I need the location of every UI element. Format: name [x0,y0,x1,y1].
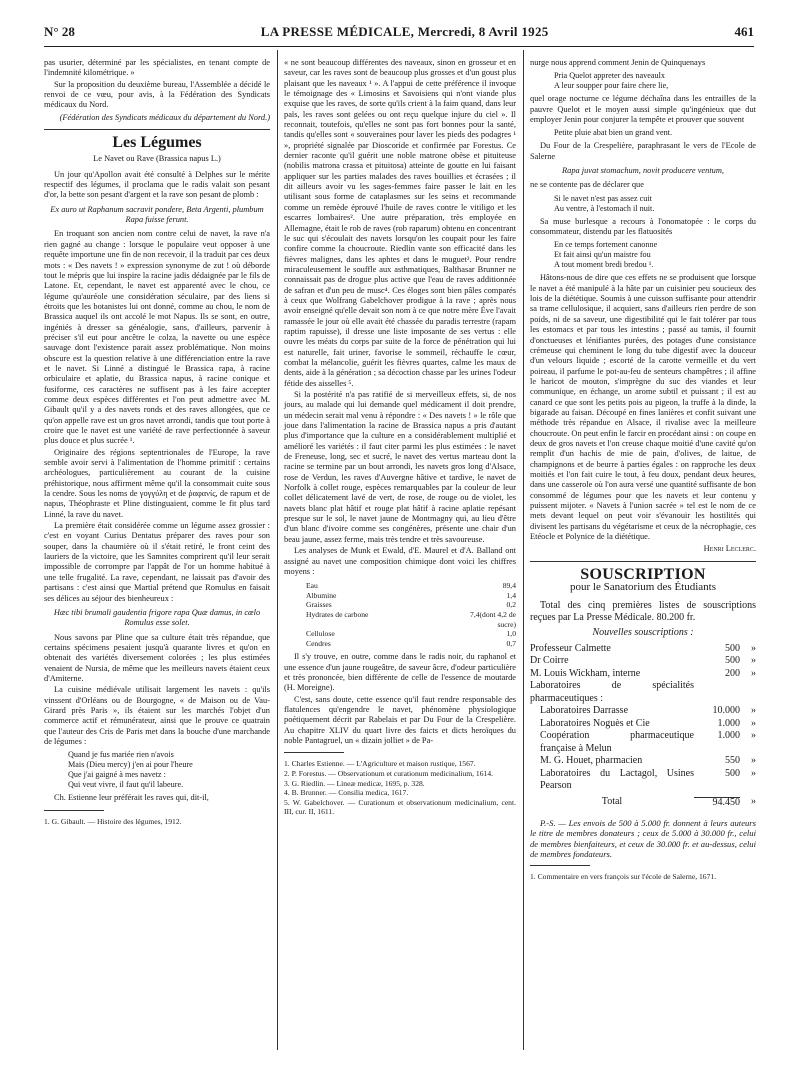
paragraph: Hâtons-nous de dire que ces effets ne se produisent que lorsque le navet a été manipulé à la hâte par un cuisinier peu soucieux des lois de la diététique. Soumis à une cuisson suffisante pour attendrir sa trame cellulosique, il acquiert, sans d'ailleurs rien perdre de son poids, ni de sa saveur, une digestibilité qui le fait tolérer par tous les estomacs et par tous les intestins ; passé au tamis, il fournit d'onctueuses et lénifiantes purées, des potages d'une consistance crémeuse qui cheminent le long du tube digestif avec la douceur d'un velours liquide ; escorté de la carotte vermeille et du vert poireau, il parfume le pot-au-feu de senteurs champêtres ; il affine le haricot de mouton, s'imprègne du suc des viandes et leur communique, en échange, un arome subtil et puissant ; il est au canard ce que sont les petits pois au pigeon, la truffe à la dinde, la bigarade au faisan. Découpé en fines lanières et confit suivant une méthode très répandue en Alsace, il rivalise avec la meilleure choucroute. On peut enfin le farcir en procédant ainsi : on coupe en deux de gros navets et l'on creuse chaque moitié d'une cavité qu'on remplit d'un hachis de mie de pain, d'olives, de laitue, de champignons et de beurre à parties égales : on rapproche les deux moitiés et l'on fait cuire le tout, à feu doux, pendant deux heures, dans une casserole où l'on aura versé une quantité suffisante de bon consommé de légumes pour que les navets et leur contenu y puissent mijoter. « Navets à l'union sacrée » tel est le nom de ce mets devant lequel on peut voir s'évanouir les hostilités qui divisent les partisans du végétarisme et ceux de la nécrophagie, ces Etéocle et Polynice de la diététique. [530,273,756,542]
table-key: Albumine [306,590,337,600]
paragraph: Les analyses de Munk et Ewald, d'E. Maurel et d'A. Balland ont assigné au navet une composition chimique dont voici les chiffres moyens : [284,546,516,576]
table-key: Hydrates de carbone [306,609,369,619]
donor-name: Laboratoires Darrasse [540,705,629,717]
total-amount: 94.450 [694,797,740,808]
footnote-rule [284,752,344,753]
list-item [530,655,756,668]
subscription-heading: Nouvelles souscriptions : [592,627,694,639]
donor-name: Coopération pharmaceutique française à Melun [540,730,694,754]
issue-number: N° 28 [44,24,75,39]
ditto-mark [740,680,756,705]
column-1 [44,58,270,826]
verse [554,240,756,270]
amount: 500 [725,642,740,654]
verse-line: Que j'ai gaigné à mes navetz : [68,770,166,780]
footnote: 1. Charles Estienne. — L'Agriculture et maison rustique, 1567. [284,759,476,769]
article-subtitle: Le Navet ou Rave (Brassica napus L.) [93,154,221,164]
ditto-mark: » [751,795,756,807]
verse-line: A leur soupper pour faire chere lie, [554,81,669,91]
author-signature: Henri Leclerc. [703,544,756,554]
amount [694,680,740,705]
table-key: Cendres [306,638,331,648]
table-row [306,591,516,601]
ditto-mark: » [751,730,756,742]
column-3 [530,58,756,882]
verse-line: Qui veut vivre, il faut qu'il labeure. [68,780,184,790]
list-item [530,705,756,718]
postscript: P.-S. — Les envois de 500 à 5.000 fr. donnent à leurs auteurs le titre de membres donateurs ; ceux de 5.000 à 30.000 fr., celui de membres bienfaiteurs, et ceux de 30.000 fr. et au-dessus, celui de membres fondateurs. [530,818,756,860]
latin-quote: Rapa juvat stomachum, novit producere ventum, [562,166,724,176]
column-2 [284,58,516,817]
paragraph: pas usurier, déterminé par les spécialistes, en tenant compte de l'indemnité kilométrique. » [44,58,270,78]
ditto-mark: » [751,642,756,654]
list-item [530,768,756,793]
list-item [530,668,756,681]
subscription-title: SOUSCRIPTION [580,565,706,583]
paragraph: La cuisine médiévale utilisait largement les navets : qu'ils vinssent d'Orléans ou de Bourgogne, « de Maison ou de Vau-Girard près Paris », ils étaient sur les marchés l'objet d'un commerce actif et rémunérateur, ainsi que le prouve ce quatrain que l'auteur des Cris de Paris met dans la bouche d'une marchande de légumes : [44,685,270,746]
donor-name: Laboratoires du Lactagol, Usines Pearson [540,767,694,792]
paragraph: Sur la proposition du deuxième bureau, l'Assemblée a décidé le renvoi de ce vœu, pour avis, à la Fédération des Syndicats médicaux du Nord. [44,79,270,110]
verse-line: A tout moment bredi bredou ¹. [554,260,654,270]
donor-name: M. Louis Wickham, interne [530,667,641,679]
paragraph: ne se contente pas de déclarer que [530,180,644,190]
footnote: 2. P. Forestus. — Observationum et curationum medicinalium, 1614. [284,769,494,779]
paragraph: Ch. Estienne leur préférait les raves qui, dit-il, [54,793,209,803]
header-rule [44,46,754,47]
ditto-mark: » [751,755,756,767]
divider [530,561,756,562]
paragraph: Du Four de la Crespelière, paraphrasant le vers de l'Ecole de Salerne [530,141,756,161]
footnote: 3. G. Riedlin. — Lineæ medicæ, 1695, p. 328. [284,778,425,788]
table-value: 89,4 [502,581,516,591]
paragraph: Si la postérité n'a pas ratifié de si merveilleux effets, si, de nos jours, au malade qui lui demande quel médicament il doit prendre, un médecin serait mal venu à répondre : « Des navets ! » le rôle que joue dans l'alimentation la racine de Brassica napus a pris d'autant plus d'importance que la culture en a considérablement multiplié et amélioré les variétés : il faut citer parmi les plus estimées : le navet de Freneuse, long, sec et sucré, le navet des vertus marteau dont la racine se termine par un bout arrondi, les navets gros long d'Alsace, rose de Verdun, les raves d'Auvergne hâtive et tardive, le navet de Norfolk à collet rouge, espèces remarquables par la couleur de leur collet délicatement lavé de vert, de rose, de rouge ou de violet, les navets blanc plat hâtif et rouge plat hâtif à racine aplatie repésant presque sur le sol, le navet jaune de Montmagny qui, au lieu d'être d'un blanc d'ivoire comme ses congénères, présente une chair d'un beau jaune, assez ferme, mais très tendre et très savoureuse. [284,390,516,544]
table-row [306,639,516,649]
donor-name: Laboratoires de spécialités pharmaceutiques : [530,680,694,704]
amount: 10.000 [712,705,740,717]
ditto-mark: » [751,767,756,779]
amount: 500 [725,767,740,779]
paragraph: C'est, sans doute, cette essence qu'il faut rendre responsable des flatulences qu'engendre le navet, phénomène physiologique poétiquement décrit par Rabelais et par Du Four de la Crespelière. Au chapitre XLIV du quart livre des faicts et dicts heroïques du noble Pantagruel, un « dizain jolliet » de Pa- [284,694,516,746]
composition-table [306,581,516,648]
list-item [530,680,756,705]
paragraph: Il s'y trouve, en outre, comme dans le radis noir, du raphanol et une essence d'un jaune rougeâtre, de saveur âcre, d'odeur particulière et très prononcée, bien différente de celle de l'essence de moutarde (H. Moreigne). [284,652,516,693]
footnote: 4. B. Brunner. — Consilia medica, 1617. [284,788,409,798]
amount: 500 [725,655,740,667]
subscription-intro: Total des cinq premières listes de souscriptions reçues par La Presse Médicale. 80.200 fr. [530,600,756,624]
signature: (Fédération des Syndicats médicaux du département du Nord.) [59,112,270,122]
table-key: Cellulose [306,629,335,639]
donor-name: M. G. Houet, pharmacien [540,755,643,767]
column-divider [523,50,524,1050]
latin-quote: Ex auro ut Raphanum sacravit pondere, Beta Argenti, plumbum Rapa fuisse ferunt. [50,204,264,225]
table-key: Graisses [306,600,332,610]
list-item [530,755,756,768]
paragraph: nurge nous apprend comment Jenin de Quinquenays [530,58,706,67]
footnote-rule [44,810,104,811]
verse [554,194,756,214]
list-item [530,730,756,755]
paragraph: « ne sont beaucoup différentes des naveaux, sinon en grosseur et en saveur, car les raves sont de beaucoup plus grosses et d'un goust plus plaisant que les naveaux ¹ ». A l'appui de cette préférence il invoque le témoignage des « Limosins et Savoisiens qui n'ont viande plus exquise que les raves, de sorte qu'ils crient à la faim quand, dans leur païs, les raves sont gelées ou ont reçu quelque injure du ciel ». Il reconnait, toutefois, qu'elles ne sont pas fort bonnes pour la santé, tandis qu'elles sont « souveraines pour laver les pieds des podagres ¹ », propriété signalée par Dioscoride et confirmée par Forestus. Ce dernier raconte qu'il guérit une noble matrone obèse et pituiteuse (nobilis matrona crassa et pituitosa) atteinte de goutte en lui faisant appliquer sur les parties malades des raves bouillies et écrasées ; il dit ailleurs avoir vu les sages-femmes faire passer le lait en les utilisant sous forme de cataplasmes sur les seins et recommande comme un remède éprouvé l'huile de raves contre le vitiligo et les escarres lombaires². Une autre préparation, très employée en Allemagne, était le rob de raves (rob raparum) obtenu en concentrant le suc qui s'écoulait des navets lorsqu'on les coupait pour les faire confire comme la choucroute. Riedlin vante son efficacité dans les fièvres malignes, dans les aphtes et dans le muguet³. Pour rendre miraculeusement le souffle aux asthmatiques, Balthasar Brunner ne connaissait pas de drogue plus active que l'eau de raves additionnée de safran et d'un peu de musc⁴. Ces éloges sont bien pâles comparés à ceux que Wolfrang Gabelchover prodigue à la rave ; après nous avoir enseigné qu'elle devait son nom à ce que notre mère Ève l'avait ramassée le jour où elle avait été chassée du paradis terrestre (rapam raptim rapuisse), il dresse une liste imposante de ses vertus : elle ouvre les méats du corps par suite de la force de pénétration qui lui est naturelle, fait uriner, favorise le sommeil, réchauffe le cœur, combat la mélancolie, guérit les fièvres quartes, calme les maux de dents, aide à la génération ; sa décoction chasse par les urines l'odeur fétide des aisselles ⁵. [284,58,516,388]
table-value: 1,4 [506,590,516,600]
paragraph: En troquant son ancien nom contre celui de navet, la rave n'a rien gagné au change : lorsque le populaire veut opposer à une requête importune une fin de non recevoir, il la traduit par ces deux mots : « Des navets ! » expression synonyme de zut ! où déborde tout le mépris que lui inspire la racine jadis dédaignée par le fils de Latone. Et, cependant, le navet est apparenté avec le chou, ce légume qu'auréole une considération séculaire, par des liens si étroits que les botanistes lui ont donné, comme au chou, le nom de Brassica auquel ils ont accolé le mot Napus. Ils se sont, en outre, ingéniés à dresser sa généalogie, sans, d'ailleurs, parvenir à préciser s'il eut pour ancêtre le colza, la navette ou une espèce sauvage dont l'existence parait assez problématique. Non moins obscure est la question relative à une différenciation entre la rave et le navet. Si Linné a distingué le Brassica rapa, à racine orbiculaire et aplatie, du Brassica napus, à racine conique et fusiforme, ces caractères ne suffisent pas à les faire accepter comme deux espèces différentes et l'on peut admettre avec M. Gibault qu'il y a des navets ronds et des raves allongées, que ce qu'on appelle rave est un gros navet arrondi, tandis que tout porte à croire que le navet est une variété de rave perfectionnée à saveur plus douce et plus sucrée ¹. [44,229,270,446]
verse-line: Mais (Dieu mercy) j'en ai pour l'heure [68,760,193,770]
table-row [306,581,516,591]
divider [44,129,270,130]
paragraph: Nous savons par Pline que sa culture était très répandue, que certains spécimens pesaient jusqu'à quarante livres et qu'on en obtenait des variétés diversement colorées ; les plus estimées venaient de Nursia, de même que les meilleurs navets étaient ceux d'Amiterne. [44,632,270,683]
donor-name: Laboratoires Noguès et Cie [540,717,650,729]
verse [554,128,756,138]
amount: 200 [725,667,740,679]
verse-line: Petite pluie abat bien un grand vent. [554,128,673,138]
ditto-mark: » [751,705,756,717]
paragraph: La première était considérée comme un légume assez grossier : c'est en voyant Curius Dentatus préparer des raves pour son souper, dans la chaumière où il s'était retiré, le front ceint des lauriers de la victoire, que les Samnites comprirent qu'il leur serait impossible de corrompre par l'appât de l'or un homme habitué à une telle frugalité. La rave, cependant, ne laissait pas d'avoir des partisans : c'est ainsi que Martial prétend que Romulus en faisait ses délices au séjour des bienheureux : [44,521,270,603]
subscription-total [530,797,756,808]
ditto-mark: » [751,717,756,729]
table-value: 0,7 [506,638,516,648]
table-value: 7,4(dont 4,2 de sucre) [470,609,516,629]
donor-name: Professeur Calmette [530,642,611,654]
verse-line: Pria Quelot appreter des naveaulx [554,71,665,81]
total-label: Total [601,795,623,807]
footnote-rule [530,865,590,866]
amount: 550 [725,755,740,767]
paragraph: Sa muse burlesque a recours à l'onomatopée : le corps du consommateur, distendu par les flatuosités [530,216,756,237]
column-divider [277,50,278,1050]
verse-line: Si le navet n'est pas assez cuit [554,193,652,203]
table-value: 0,2 [506,600,516,610]
paragraph: Originaire des régions septentrionales de l'Europe, la rave semble avoir servi à l'alimentation de l'homme primitif : certains archéologues, particulièrement au courant de la cuisine préhistorique, nous affirment même qu'il la consommait cuite sous la cendre. Sous les noms de γογγύλη et de ῥαφανίς, de rapum et de napus, Théophraste et Pline distinguaient, comme le fit plus tard Linné, la rave du navet. [44,447,270,519]
table-row [306,629,516,639]
subscription-list [530,643,756,793]
table-value: 1,0 [506,629,516,639]
footnote: 1. G. Gibault. — Histoire des légumes, 1912. [44,816,182,826]
page-number: 461 [734,24,754,39]
verse-line: Au ventre, à l'estomach il nuit. [554,203,655,213]
latin-quote: Hæc tibi brumali gaudentia frigore rapa Quæ damus, in cœlo Romulus esse solet. [53,607,261,628]
amount: 1.000 [717,730,740,742]
ditto-mark: » [751,655,756,667]
donor-name: Dr Coirre [530,655,569,667]
table-key: Eau [306,581,318,591]
amount: 1.000 [717,717,740,729]
table-row [306,600,516,610]
footnote: 1. Commentaire en vers françois sur l'école de Salerne, 1671. [530,872,717,882]
paragraph: quel orage nocturne ce légume déchaîna dans les entrailles de la pauvre Quelot et le moyen aussi simple qu'ingénieux que dut employer Jenin pour conjurer la tempête et prouver que souvent [530,94,756,125]
verse-line: Quand je fus mariée rien n'avois [68,750,174,760]
paragraph: Un jour qu'Apollon avait été consulté à Delphes sur le mérite respectif des légumes, il proclama que le radis valait son pesant d'or, la bette son pesant d'argent et la rave son pesant de plomb : [44,169,270,200]
verse [68,750,270,790]
footnote: 5. W. Gabelchover. — Curationum et observationum medicinalium, cent. III, cur. II, 1611. [284,797,516,817]
list-item [530,718,756,731]
ditto-mark: » [751,667,756,679]
article-title: Les Légumes [112,134,202,152]
page-header [44,24,754,46]
journal-title: LA PRESSE MÉDICALE, Mercredi, 8 Avril 1925 [260,24,549,39]
verse [554,71,756,91]
subscription-subtitle: pour le Sanatorium des Étudiants [569,581,717,594]
verse-line: Et fait ainsi qu'un maistre fou [554,250,651,260]
table-row [306,610,516,629]
verse-line: En ce temps fortement canonne [554,240,658,250]
list-item [530,643,756,656]
